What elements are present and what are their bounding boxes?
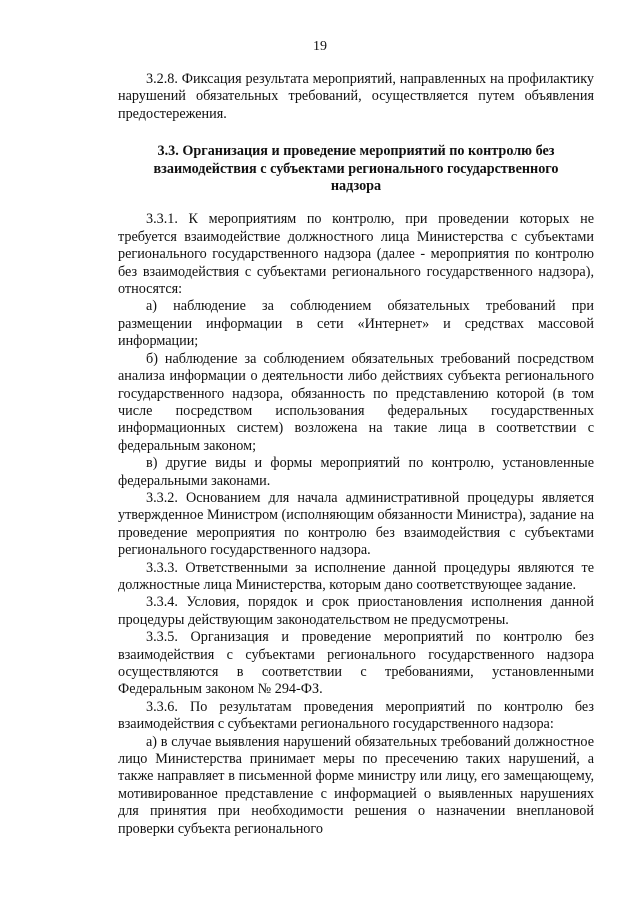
list-item-a-results: а) в случае выявления нарушений обязательных требований должностное лицо Министерства принимает меры по пресечению таких нарушений, а также направляет в письменной форме министру или лицу, его замещающему, мотивированное представление с информацией о выявленных нарушениях для принятия при необходимости решения о назначении внеплановой проверки субъекта регионального [118,733,594,837]
page-number: 19 [313,39,327,54]
paragraph-3-3-1: 3.3.1. К мероприятиям по контролю, при проведении которых не требуется взаимодействие должностного лица Министерства с субъектами регионального государственного надзора (далее - мероприятия по контролю без взаимодействия с субъектами регионального государственного надзора), относятся: [118,211,594,298]
paragraph-3-3-6: 3.3.6. По результатам проведения мероприятий по контролю без взаимодействия с субъектами регионального государственного надзора: [118,698,594,733]
paragraph-3-2-8: 3.2.8. Фиксация результата мероприятий, направленных на профилактику нарушений обязательных требований, осуществляется путем объявления предостережения. [118,71,594,122]
paragraph-3-3-2: 3.3.2. Основанием для начала административной процедуры является утвержденное Министром (исполняющим обязанности Министра), задание на проведение мероприятия по контролю без взаимодействия с субъектами регионального государственного надзора. [118,489,594,559]
list-item-v: в) другие виды и формы мероприятий по контролю, установленные федеральными законами. [118,455,594,489]
page-content [118,71,594,838]
paragraph-3-3-3: 3.3.3. Ответственными за исполнение данной процедуры являются те должностные лица Министерства, которым дано соответствующее задание. [118,559,594,593]
paragraph-3-3-4: 3.3.4. Условия, порядок и срок приостановления исполнения данной процедуры действующим законодательством не предусмотрены. [118,594,594,628]
list-item-b: б) наблюдение за соблюдением обязательных требований посредством анализа информации о деятельности либо действиях субъекта регионального государственного надзора, обязанность по представлению которой (в том числе посредством использования федеральных государственных информационных систем) возложена на такие лица в соответствии с федеральным законом; [118,350,594,454]
paragraph-3-3-5: 3.3.5. Организация и проведение мероприятий по контролю без взаимодействия с субъектами регионального государственного надзора осуществляются в соответствии с требованиями, установленными Федеральным законом № 294-ФЗ. [118,629,594,698]
list-item-a: а) наблюдение за соблюдением обязательных требований при размещении информации в сети «Интернет» и средствах массовой информации; [118,298,594,350]
section-title: 3.3. Организация и проведение мероприятий по контролю без взаимодействия с субъектами регионального государственного надзора [153,143,559,195]
